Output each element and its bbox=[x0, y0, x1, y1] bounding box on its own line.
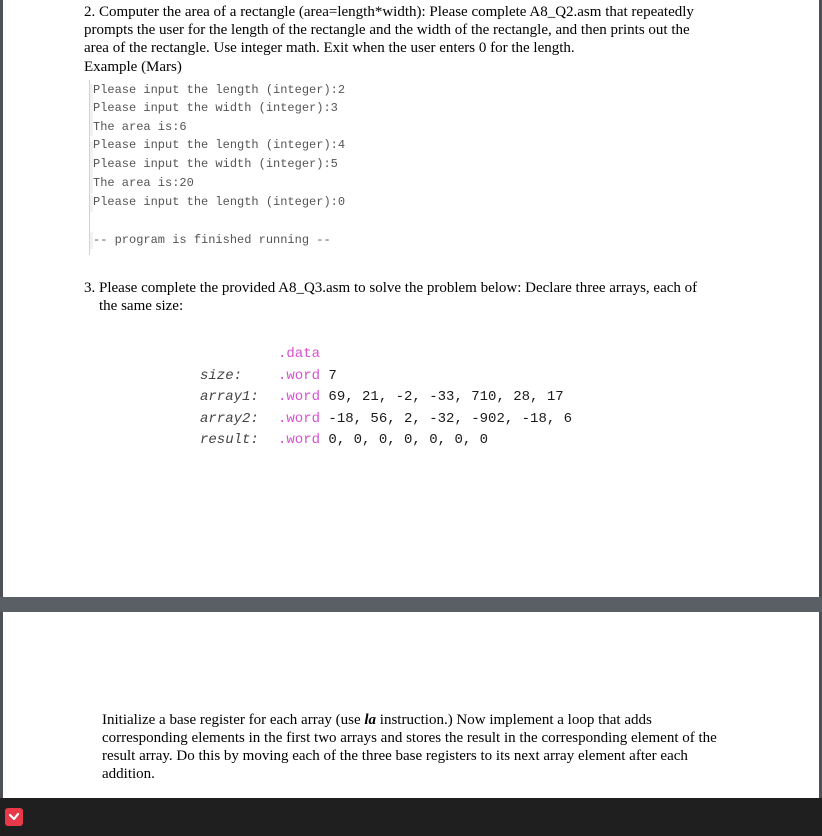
question-3-line-2: the same size: bbox=[99, 298, 184, 314]
code-values: -18, 56, 2, -32, -902, -18, 6 bbox=[328, 411, 573, 427]
code-values: 0, 0, 0, 0, 0, 0, 0 bbox=[328, 432, 489, 448]
code-row-size-values bbox=[278, 366, 337, 388]
console-line: The area is:20 bbox=[93, 176, 194, 190]
console-line: Please input the width (integer):5 bbox=[93, 157, 338, 171]
code-directive: .word bbox=[278, 389, 321, 405]
q3b-line-1-after: instruction.) Now implement a loop that adds bbox=[376, 712, 652, 728]
console-output bbox=[89, 80, 390, 255]
code-row-result-values bbox=[278, 430, 488, 452]
la-instruction: la bbox=[364, 712, 377, 728]
console-line: Please input the width (integer):3 bbox=[93, 101, 338, 115]
q3b-line-4: addition. bbox=[102, 766, 155, 782]
question-3-continued-text bbox=[102, 711, 722, 783]
question-2-line-1: 2. Computer the area of a rectangle (area=length*width): Please complete A8_Q2.asm that repeatedly bbox=[84, 4, 694, 20]
q3b-line-2: corresponding elements in the first two arrays and stores the result in the corresponding element of the bbox=[102, 730, 717, 746]
footer-toolbar bbox=[0, 798, 822, 836]
code-values: 7 bbox=[328, 368, 337, 384]
console-line: -- program is finished running -- bbox=[93, 233, 331, 247]
code-row-array1 bbox=[200, 387, 259, 409]
console-line: Please input the length (integer):2 bbox=[93, 83, 346, 97]
code-label: array2: bbox=[200, 411, 259, 427]
code-directive: .word bbox=[278, 411, 321, 427]
q3b-line-3: result array. Do this by moving each of the three base registers to its next array element after each bbox=[102, 748, 688, 764]
page-separator bbox=[0, 597, 822, 612]
code-data-directive: .data bbox=[278, 346, 321, 362]
code-values: 69, 21, -2, -33, 710, 28, 17 bbox=[328, 389, 564, 405]
question-3-text bbox=[84, 279, 704, 315]
app-logo-icon[interactable] bbox=[5, 808, 23, 826]
question-2-line-3: area of the rectangle. Use integer math. Exit when the user enters 0 for the length. bbox=[84, 40, 575, 56]
code-directive: .word bbox=[278, 432, 321, 448]
code-label: result: bbox=[200, 432, 259, 448]
code-label: size: bbox=[200, 368, 243, 384]
code-row-size bbox=[200, 366, 242, 388]
code-row-array2-values bbox=[278, 409, 572, 431]
q3b-line-1-before: Initialize a base register for each array (use bbox=[102, 712, 365, 728]
example-label: Example (Mars) bbox=[84, 59, 182, 75]
console-line: Please input the length (integer):0 bbox=[93, 195, 346, 209]
code-row-array2 bbox=[200, 409, 259, 431]
code-label: array1: bbox=[200, 389, 259, 405]
question-2-text bbox=[84, 3, 704, 57]
question-3-line-1: 3. Please complete the provided A8_Q3.asm to solve the problem below: Declare three arrays, each of bbox=[84, 280, 698, 296]
question-2-line-2: prompts the user for the length of the rectangle and the width of the rectangle, and then prints out the bbox=[84, 22, 690, 38]
code-directive: .word bbox=[278, 368, 321, 384]
code-row-result bbox=[200, 430, 259, 452]
code-row-array1-values bbox=[278, 387, 564, 409]
console-line: The area is:6 bbox=[93, 120, 187, 134]
console-line: Please input the length (integer):4 bbox=[93, 138, 346, 152]
